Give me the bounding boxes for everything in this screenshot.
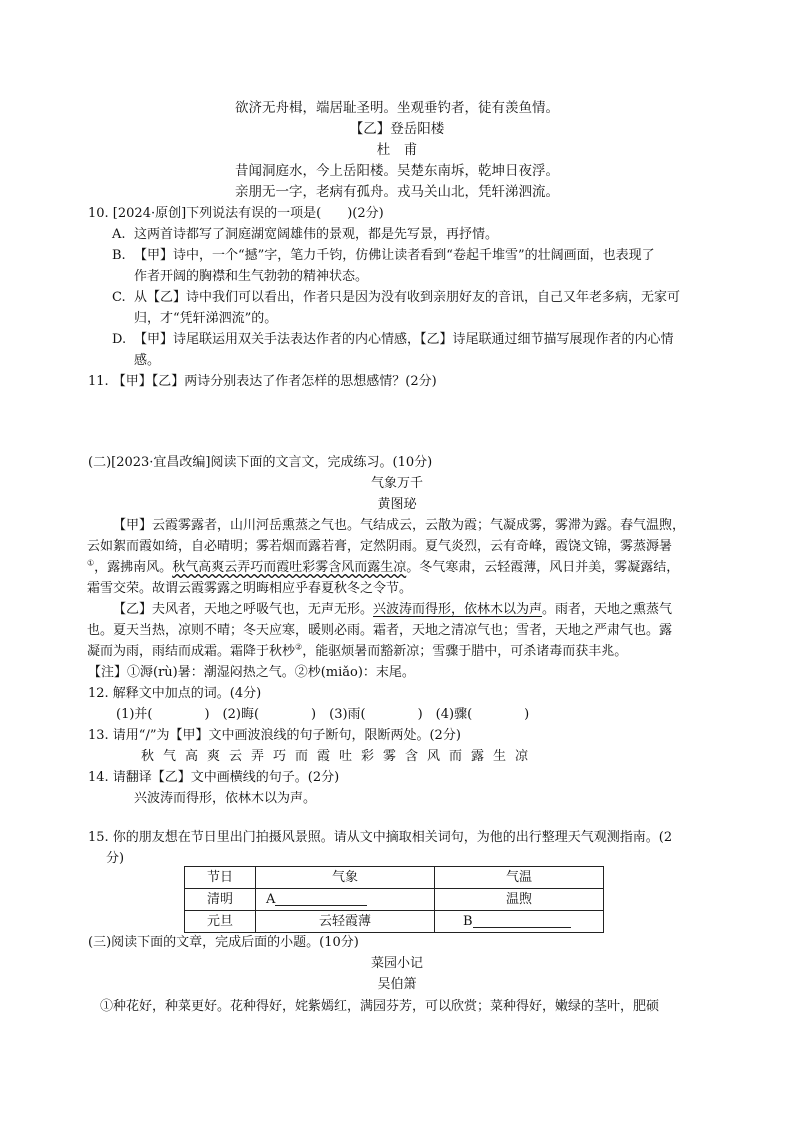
poem-yi-title: 【乙】登岳阳楼 bbox=[349, 121, 445, 137]
section-3-author: 吴伯箫 bbox=[377, 977, 417, 992]
cell-festival: 清明 bbox=[185, 889, 256, 911]
passage-jia-line-3 bbox=[87, 557, 747, 578]
passage-text: 【乙】夫风者，天地之呼吸气也，无声无形。 bbox=[113, 602, 374, 617]
poem-yi-line-2: 亲朋无一字，老病有孤舟。戎马关山北，凭轩涕泗流。 bbox=[235, 184, 559, 200]
option-text: 从【乙】诗中我们可以看出，作者只是因为没有收到亲朋好友的音讯，自己又年老多病，无家可 bbox=[134, 290, 681, 305]
blank-line bbox=[275, 891, 367, 906]
question-10-option-a bbox=[112, 224, 742, 245]
question-10-stem: 10. [2024·原创]下列说法有误的一项是( )(2分) bbox=[88, 206, 384, 221]
poem-yi-author: 杜 甫 bbox=[376, 142, 418, 158]
answer-blank-a[interactable] bbox=[256, 889, 435, 911]
table-row bbox=[185, 889, 604, 911]
question-12-items: (1)并( ) (2)晦( ) (3)雨( ) (4)骤( ) bbox=[116, 707, 530, 722]
section-2-author: 黄图珌 bbox=[377, 497, 417, 512]
passage-text: 。冬气寒肃，云轻霞薄，风日并美，雾凝露结， bbox=[406, 560, 680, 575]
question-15-stem-line-2: 分) bbox=[106, 851, 125, 866]
question-14-sentence: 兴波涛而得形，依林木以为声。 bbox=[134, 791, 317, 806]
blank-label: B bbox=[463, 914, 473, 929]
option-label: B. bbox=[112, 248, 126, 263]
table-header-row bbox=[185, 867, 604, 889]
passage-text: 凝而为雨，雨结而成霜。霜降于秋杪 bbox=[87, 644, 296, 659]
answer-blank-b[interactable] bbox=[435, 911, 604, 933]
blank-label: A bbox=[266, 892, 276, 907]
question-12-stem: 12. 解释文中加点的词。(4分) bbox=[88, 686, 262, 701]
option-label: D. bbox=[112, 332, 127, 347]
section-2-title: 气象万千 bbox=[370, 476, 423, 491]
cell-weather: 云轻霞薄 bbox=[256, 911, 435, 933]
poem-jia-last-lines: 欲济无舟楫，端居耻圣明。坐观垂钓者，徒有羡鱼情。 bbox=[235, 100, 559, 116]
passage-yi-line-2: 也。夏天当热，凉则不晴；冬天应寒，暖则必雨。霜者，天地之清凉气也；雪者，天地之严肃气也。露 bbox=[87, 623, 673, 638]
header-cell-festival: 节日 bbox=[185, 867, 256, 889]
option-text: 【甲】诗尾联运用双关手法表达作者的内心情感，【乙】诗尾联通过细节描写展现作者的内心情 bbox=[134, 332, 674, 347]
question-11-stem: 11. 【甲】【乙】两诗分别表达了作者怎样的思想感情？(2分) bbox=[88, 374, 437, 389]
question-10-option-d-cont: 感。 bbox=[134, 353, 161, 368]
question-10-option-b-cont: 作者开阔的胸襟和生气勃勃的精神状态。 bbox=[134, 269, 369, 284]
passage-text: ，露拂南风。 bbox=[94, 560, 173, 575]
underlined-sentence: 兴波涛而得形，依林木以为声 bbox=[373, 602, 543, 617]
passage-paragraph-1: ①种花好，种菜更好。花种得好，姹紫嫣红，满园芬芳，可以欣赏；菜种得好，嫩绿的茎叶，肥硕 bbox=[100, 999, 660, 1014]
annotation-note: 【注】①溽(rù)暑：潮湿闷热之气。②杪(miǎo)：末尾。 bbox=[88, 665, 415, 680]
question-10-option-c-cont: 归，才“凭轩涕泗流”的。 bbox=[134, 311, 278, 326]
header-cell-weather: 气象 bbox=[256, 867, 435, 889]
option-text: 【甲】诗中，一个“撼”字，笔力千钧，仿佛让读者看到“卷起千堆雪”的壮阔画面，也表现了 bbox=[134, 248, 655, 263]
footnote-mark: ① bbox=[87, 558, 95, 568]
option-label: C. bbox=[112, 290, 126, 305]
section-3-intro: (三)阅读下面的文章，完成后面的小题。(10分) bbox=[88, 935, 359, 950]
weather-guide-table bbox=[184, 866, 604, 933]
passage-yi-line-1 bbox=[87, 599, 747, 620]
wavy-underlined-sentence: 秋气高爽云弄巧而霞吐彩雾含风而露生凉 bbox=[172, 560, 407, 575]
question-13-sentence: 秋气高爽云弄巧而霞吐彩雾含风而露生凉 bbox=[141, 749, 538, 764]
question-10-option-c bbox=[112, 287, 742, 308]
poem-yi-line-1: 昔闻洞庭水，今上岳阳楼。吴楚东南坼，乾坤日夜浮。 bbox=[235, 163, 559, 179]
section-2-intro: (二)[2023·宜昌改编]阅读下面的文言文，完成练习。(10分) bbox=[88, 455, 433, 470]
cell-temperature: 温煦 bbox=[435, 889, 604, 911]
question-15-stem-line-1: 15. 你的朋友想在节日里出门拍摄风景照。请从文中摘取相关词句，为他的出行整理天气观测指南。(2 bbox=[88, 830, 673, 845]
passage-jia-line-4: 霜雪交荣。故谓云霞雾露之明晦相应乎春夏秋冬之令节。 bbox=[87, 581, 413, 596]
passage-text: ，能驱烦暑而豁新凉；雪骤于腊中，可杀诸毒而获丰兆。 bbox=[302, 644, 628, 659]
question-14-stem: 14. 请翻译【乙】文中画横线的句子。(2分) bbox=[88, 770, 340, 785]
option-text: 这两首诗都写了洞庭湖宽阔雄伟的景观，都是先写景，再抒情。 bbox=[134, 227, 499, 242]
passage-jia-line-1: 【甲】云霞雾露者，山川河岳熏蒸之气也。气结成云，云散为霞；气凝成雾，雾滞为露。春气温煦， bbox=[113, 518, 686, 533]
table-row bbox=[185, 911, 604, 933]
question-13-stem: 13. 请用“/”为【甲】文中画波浪线的句子断句，限断两处。(2分) bbox=[88, 728, 461, 743]
header-cell-temperature: 气温 bbox=[435, 867, 604, 889]
section-3-title: 菜园小记 bbox=[370, 956, 423, 971]
option-label: A. bbox=[112, 227, 126, 242]
question-10-option-d bbox=[112, 329, 742, 350]
passage-jia-line-2: 云如絮而霞如绮，自必晴明；雾若烟而露若膏，定然阴雨。夏气炎烈，云有奇峰，霞饶文锦，雾蒸溽暑 bbox=[87, 539, 673, 554]
footnote-mark: ② bbox=[295, 642, 303, 652]
passage-yi-line-3 bbox=[87, 641, 747, 662]
blank-line bbox=[473, 913, 571, 928]
passage-text: 。雨者，天地之熏蒸气 bbox=[542, 602, 673, 617]
question-10-option-b bbox=[112, 245, 742, 266]
cell-festival: 元旦 bbox=[185, 911, 256, 933]
